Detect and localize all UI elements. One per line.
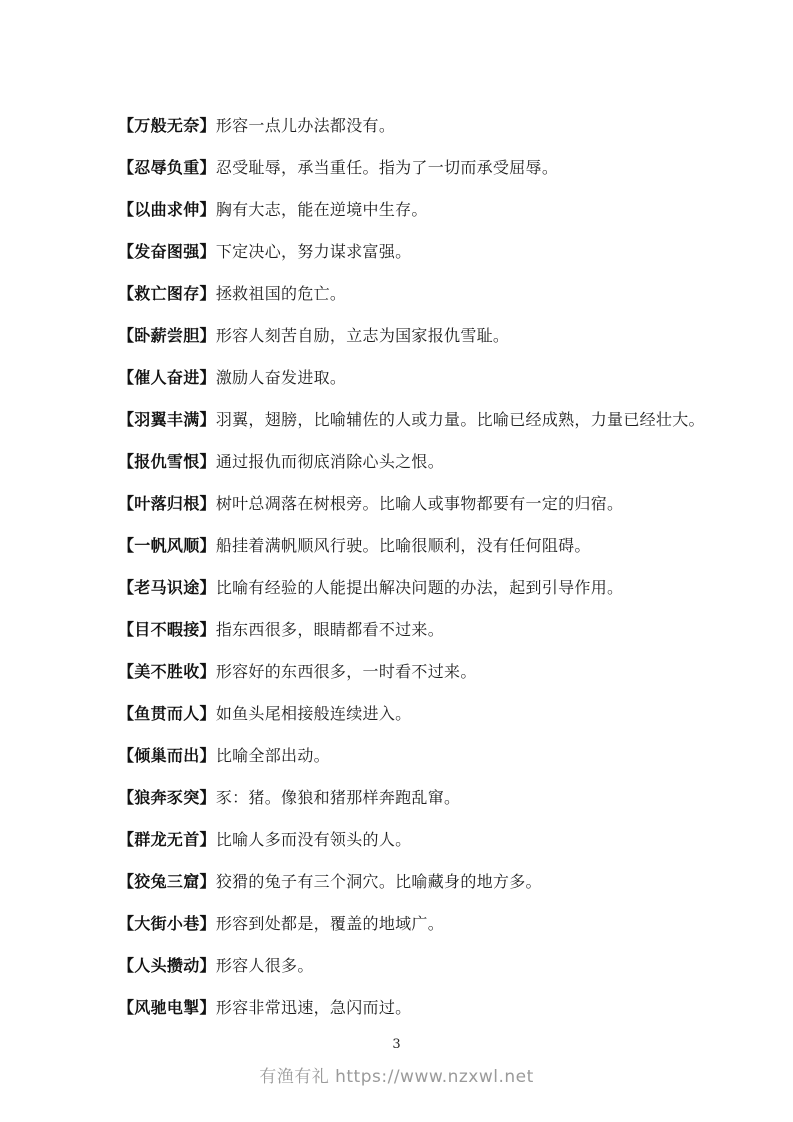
idiom-entry — [118, 609, 733, 651]
idiom-definition: 形容到处都是，覆盖的地域广。 — [215, 914, 445, 933]
idiom-definition: 形容非常迅速，急闪而过。 — [215, 998, 412, 1017]
idiom-term: 【报仇雪恨】 — [118, 452, 216, 471]
idiom-entry — [118, 147, 733, 189]
idiom-definition: 豕：猪。像狼和猪那样奔跑乱窜。 — [215, 788, 461, 807]
idiom-entry — [118, 987, 733, 1029]
idiom-term: 【救亡图存】 — [118, 284, 216, 303]
idiom-term: 【催人奋进】 — [118, 368, 216, 387]
idiom-definition: 狡猾的兔子有三个洞穴。比喻藏身的地方多。 — [215, 872, 542, 891]
idiom-definition: 形容好的东西很多，一时看不过来。 — [215, 662, 477, 681]
idiom-definition: 船挂着满帆顺风行驶。比喻很顺利，没有任何阻碍。 — [215, 536, 591, 555]
idiom-entry — [118, 903, 733, 945]
idiom-term: 【鱼贯而人】 — [118, 704, 216, 723]
idiom-term: 【羽翼丰满】 — [118, 410, 216, 429]
idiom-term: 【倾巢而出】 — [118, 746, 216, 765]
idiom-entry — [118, 483, 733, 525]
idiom-definition: 通过报仇而彻底消除心头之恨。 — [215, 452, 445, 471]
idiom-definition: 形容人刻苦自励，立志为国家报仇雪耻。 — [215, 326, 510, 345]
idiom-definition: 指东西很多，眼睛都看不过来。 — [215, 620, 445, 639]
idiom-term: 【目不暇接】 — [118, 620, 216, 639]
idiom-definition: 比喻人多而没有领头的人。 — [215, 830, 412, 849]
idiom-entry — [118, 693, 733, 735]
idiom-term: 【大街小巷】 — [118, 914, 216, 933]
idiom-definition: 树叶总凋落在树根旁。比喻人或事物都要有一定的归宿。 — [215, 494, 624, 513]
idiom-term: 【发奋图强】 — [118, 242, 216, 261]
idiom-entry — [118, 651, 733, 693]
idiom-term: 【人头攒动】 — [118, 956, 216, 975]
idiom-entry — [118, 735, 733, 777]
idiom-list — [118, 105, 733, 1029]
idiom-term: 【忍辱负重】 — [118, 158, 216, 177]
idiom-entry — [118, 231, 733, 273]
idiom-entry — [118, 273, 733, 315]
idiom-definition: 拯救祖国的危亡。 — [215, 284, 347, 303]
idiom-entry — [118, 777, 733, 819]
idiom-definition: 胸有大志，能在逆境中生存。 — [215, 200, 428, 219]
idiom-definition: 下定决心，努力谋求富强。 — [215, 242, 412, 261]
idiom-entry — [118, 441, 733, 483]
idiom-definition: 形容一点儿办法都没有。 — [215, 116, 396, 135]
idiom-term: 【美不胜收】 — [118, 662, 216, 681]
idiom-term: 【以曲求伸】 — [118, 200, 216, 219]
idiom-entry — [118, 105, 733, 147]
idiom-entry — [118, 567, 733, 609]
idiom-definition: 忍受耻辱，承当重任。指为了一切而承受屈辱。 — [215, 158, 559, 177]
idiom-term: 【万般无奈】 — [118, 116, 216, 135]
idiom-term: 【叶落归根】 — [118, 494, 216, 513]
idiom-entry — [118, 525, 733, 567]
idiom-term: 【风驰电掣】 — [118, 998, 216, 1017]
idiom-term: 【狼奔豕突】 — [118, 788, 216, 807]
idiom-term: 【群龙无首】 — [118, 830, 216, 849]
idiom-entry — [118, 819, 733, 861]
idiom-term: 【老马识途】 — [118, 578, 216, 597]
idiom-definition: 比喻全部出动。 — [215, 746, 330, 765]
idiom-entry — [118, 861, 733, 903]
idiom-definition: 如鱼头尾相接般连续进入。 — [215, 704, 412, 723]
idiom-term: 【狡兔三窟】 — [118, 872, 216, 891]
idiom-entry — [118, 357, 733, 399]
page-number: 3 — [392, 1037, 401, 1052]
idiom-entry — [118, 189, 733, 231]
idiom-definition: 比喻有经验的人能提出解决问题的办法，起到引导作用。 — [215, 578, 624, 597]
idiom-definition: 形容人很多。 — [215, 956, 314, 975]
idiom-definition: 羽翼，翅膀，比喻辅佐的人或力量。比喻已经成熟，力量已经壮大。 — [215, 410, 705, 429]
idiom-term: 【一帆风顺】 — [118, 536, 216, 555]
idiom-entry — [118, 315, 733, 357]
idiom-definition: 激励人奋发进取。 — [215, 368, 347, 387]
footer-site-link: 有渔有礼 https://www.nzxwl.net — [259, 1067, 534, 1087]
idiom-term: 【卧薪尝胆】 — [118, 326, 216, 345]
idiom-entry — [118, 945, 733, 987]
idiom-entry — [118, 399, 733, 441]
